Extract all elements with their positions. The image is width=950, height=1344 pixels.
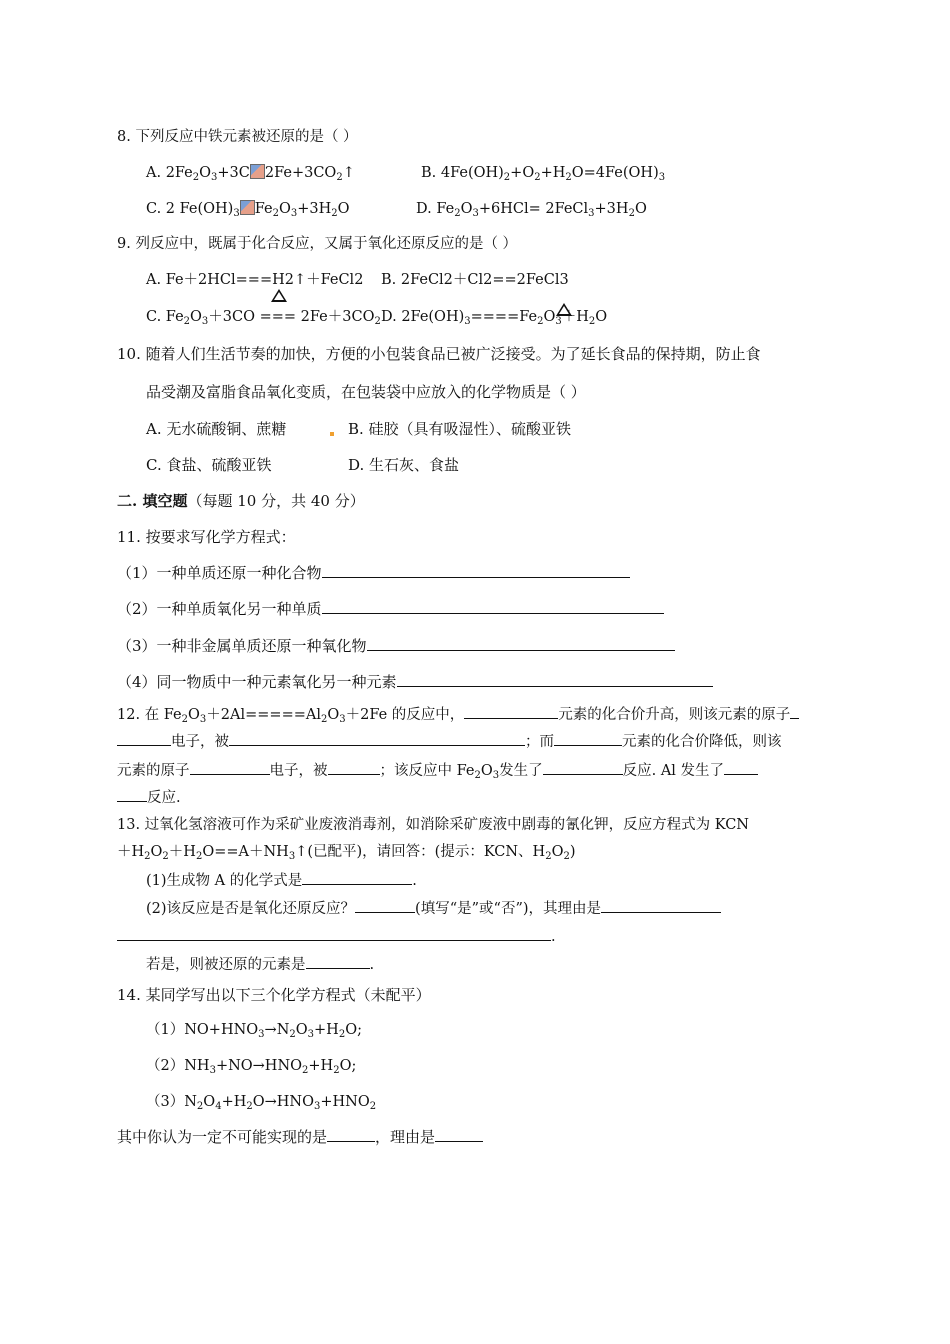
answer-blank[interactable] [117, 731, 171, 746]
q14-answer-line: 其中你认为一定不可能实现的是 ，理由是 [117, 1127, 483, 1147]
q14-stem: 14. 某同学写出以下三个化学方程式（未配平） [117, 986, 431, 1004]
answer-blank[interactable] [306, 954, 370, 969]
q10-option-a: A. 无水硫酸铜、蔗糖 [146, 420, 287, 438]
answer-blank[interactable] [367, 636, 675, 651]
q11-stem: 11. 按要求写化学方程式： [117, 528, 296, 546]
answer-blank[interactable] [190, 760, 270, 775]
answer-blank[interactable] [790, 704, 799, 719]
answer-blank[interactable] [328, 760, 380, 775]
answer-blank[interactable] [322, 599, 664, 614]
q12-line1: 12. 在 $Fe_2O_3+2Al=====Al_2O_3+2Fe$ 的反应中， 元素的化合价升高，则该元素的原子 [117, 704, 799, 725]
q14-equation-3: $(3)N_2O_4+H_2O\to HNO_3+HNO_2$ [146, 1094, 377, 1112]
answer-blank[interactable] [327, 1127, 375, 1142]
answer-blank[interactable] [117, 926, 551, 941]
section-heading: 二. 填空题（每题 10 分，共 40 分） [117, 492, 365, 510]
stray-mark [330, 432, 334, 436]
q10-stem-line2: 品受潮及富脂食品氧化变质，在包装袋中应放入的化学物质是（ ） [146, 383, 586, 401]
q8-stem: 8. 下列反应中铁元素被还原的是（ ） [117, 129, 358, 145]
q12-line3: 元素的原子 电子，被 ；该反应中 $Fe_2O_3$发生了 反应. Al 发生了 [117, 760, 758, 781]
answer-blank[interactable] [601, 898, 721, 913]
answer-blank[interactable] [322, 563, 630, 578]
q8-option-a: A. $2Fe_2O_3+3C$ $2Fe+3CO_2↑$ [146, 165, 355, 183]
q10-stem-line1: 10. 随着人们生活节奏的加快，方便的小包装食品已被广泛接受。为了延长食品的保持期，防止食 [117, 345, 761, 363]
answer-blank[interactable] [117, 787, 147, 802]
q9-stem: 9. 列反应中，既属于化合反应，又属于氧化还原反应的是（ ） [117, 236, 518, 252]
q13-part-2: (2)该反应是否是氧化还原反应？ (填写“是”或“否”)，其理由是 [146, 898, 721, 919]
answer-blank[interactable] [397, 672, 713, 687]
q11-item-2: （2）一种单质氧化另一种单质 [117, 599, 664, 619]
reaction-condition-image [240, 200, 255, 215]
q8-option-b: B. $4Fe(OH)_2+O_2+H_2O=4Fe(OH)_3$ [421, 165, 666, 183]
q9-option-a: A. Fe＋2HCl===H2↑＋FeCl2 [146, 272, 364, 288]
reaction-condition-image [250, 164, 265, 179]
q11-item-3: （3）一种非金属单质还原一种氧化物 [117, 636, 675, 656]
q10-option-b: B. 硅胶（具有吸湿性）、硫酸亚铁 [348, 420, 572, 438]
answer-blank[interactable] [229, 731, 525, 746]
q13-part-1: (1)生成物 A 的化学式是 . [146, 870, 417, 891]
q13-stem-line1: 13. 过氧化氢溶液可作为采矿业废液消毒剂，如消除采矿废液中剧毒的氰化钾，反应方程式为 KCN [117, 817, 749, 833]
q13-stem-line2: $+H_2O_2+H_2O==A+NH_3↑$(已配平)，请回答：(提示：KCN、$H_2O_2$) [117, 844, 576, 862]
q9-option-d: D. $2Fe(OH)_3====Fe_2O_3+H_2O$ [381, 309, 608, 327]
q13-part-3: 若是，则被还原的元素是 . [146, 954, 374, 975]
q14-equation-1: $(1)NO+HNO_3\to N_2O_3+H_2O$; [146, 1022, 362, 1040]
heat-symbol-icon [271, 289, 287, 302]
q9-option-c: C. $Fe_2O_3+3CO$ === $2Fe+3CO_2$ [146, 309, 381, 327]
answer-blank[interactable] [302, 870, 412, 885]
q11-item-1: （1）一种单质还原一种化合物 [117, 563, 630, 583]
q9-option-b: B. 2FeCl2＋Cl2==2FeCl3 [381, 272, 569, 288]
q10-option-d: D. 生石灰、食盐 [348, 456, 460, 474]
q8-option-c: C. 2 $Fe(OH)_3$ $Fe_2O_3+3H_2O$ [146, 201, 350, 219]
answer-blank[interactable] [435, 1127, 483, 1142]
q12-line4: 反应. [117, 787, 181, 808]
q14-equation-2: $(2)NH_3+NO\to HNO_2+H_2O$; [146, 1058, 357, 1076]
q12-line2: 电子，被 ；而 元素的化合价降低，则该 [117, 731, 782, 752]
answer-blank[interactable] [724, 760, 758, 775]
q10-option-c: C. 食盐、硫酸亚铁 [146, 456, 272, 474]
q13-part-2-cont: . [117, 926, 556, 947]
answer-blank[interactable] [554, 731, 622, 746]
answer-blank[interactable] [355, 898, 415, 913]
answer-blank[interactable] [464, 704, 558, 719]
answer-blank[interactable] [543, 760, 623, 775]
q11-item-4: （4）同一物质中一种元素氧化另一种元素 [117, 672, 713, 692]
q8-option-d: D. $Fe_2O_3+6HCl=$ $2FeCl_3+3H_2O$ [416, 201, 647, 219]
